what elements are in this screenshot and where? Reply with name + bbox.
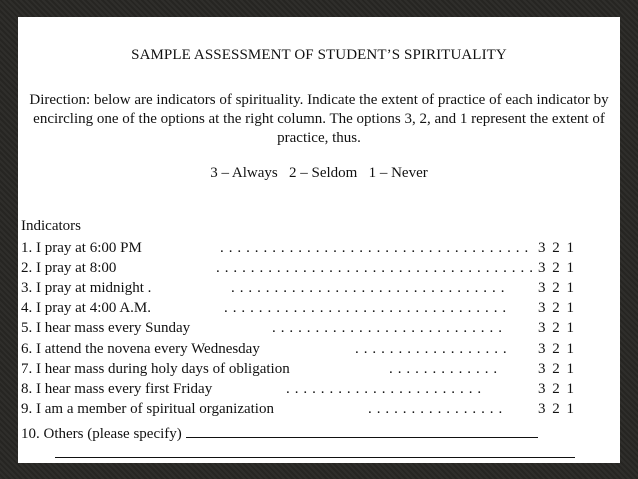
- indicator-label: 1. I pray at 6:00 PM: [21, 240, 142, 256]
- indicator-label: 3. I pray at midnight .: [21, 280, 152, 296]
- indicator-label: 9. I am a member of spiritual organization: [21, 401, 274, 417]
- indicators-header: Indicators: [21, 218, 81, 234]
- rating-scale: 3 – Always 2 – Seldom 1 – Never: [210, 165, 428, 181]
- leader-dots: . . . . . . . . . . . . . . . .: [368, 401, 503, 417]
- leader-dots: . . . . . . . . . . . . . . . . . . . . . . . . . . .: [272, 320, 503, 336]
- page-title: SAMPLE ASSESSMENT OF STUDENT’S SPIRITUALITY: [131, 47, 507, 63]
- others-label: 10. Others (please specify): [21, 426, 182, 442]
- direction-text: Direction: below are indicators of spirituality. Indicate the extent of practice of each indicator by encircling one of the options at the right column. The options 3, 2, and 1 represent the extent of practice, thus.: [29, 92, 609, 146]
- rating-options[interactable]: 3 2 1: [538, 240, 574, 256]
- leader-dots: . . . . . . . . . . . . . . . . . . . . . . .: [286, 381, 482, 397]
- rating-options[interactable]: 3 2 1: [538, 300, 574, 316]
- rating-options[interactable]: 3 2 1: [538, 361, 574, 377]
- rating-options[interactable]: 3 2 1: [538, 280, 574, 296]
- indicator-label: 8. I hear mass every first Friday: [21, 381, 213, 397]
- answer-line-2[interactable]: [55, 457, 575, 458]
- indicator-label: 6. I attend the novena every Wednesday: [21, 341, 260, 357]
- others-answer-line[interactable]: [186, 425, 538, 438]
- rating-options[interactable]: 3 2 1: [538, 381, 574, 397]
- assessment-sheet: [18, 17, 620, 463]
- rating-options[interactable]: 3 2 1: [538, 320, 574, 336]
- indicator-label: 4. I pray at 4:00 A.M.: [21, 300, 151, 316]
- others-row: [21, 425, 538, 443]
- rating-options[interactable]: 3 2 1: [538, 401, 574, 417]
- indicator-label: 2. I pray at 8:00: [21, 260, 117, 276]
- indicator-label: 5. I hear mass every Sunday: [21, 320, 191, 336]
- leader-dots: . . . . . . . . . . . . . . . . . .: [355, 341, 508, 357]
- leader-dots: . . . . . . . . . . . . . . . . . . . . . . . . . . . . . . . . . . . .: [220, 240, 529, 256]
- leader-dots: . . . . . . . . . . . . . . . . . . . . . . . . . . . . . . . . .: [224, 300, 507, 316]
- leader-dots: . . . . . . . . . . . . . . . . . . . . . . . . . . . . . . . . . . . . .: [216, 260, 534, 276]
- rating-options[interactable]: 3 2 1: [538, 260, 574, 276]
- indicator-label: 7. I hear mass during holy days of obligation: [21, 361, 290, 377]
- leader-dots: . . . . . . . . . . . . .: [389, 361, 498, 377]
- leader-dots: . . . . . . . . . . . . . . . . . . . . . . . . . . . . . . . .: [231, 280, 506, 296]
- rating-options[interactable]: 3 2 1: [538, 341, 574, 357]
